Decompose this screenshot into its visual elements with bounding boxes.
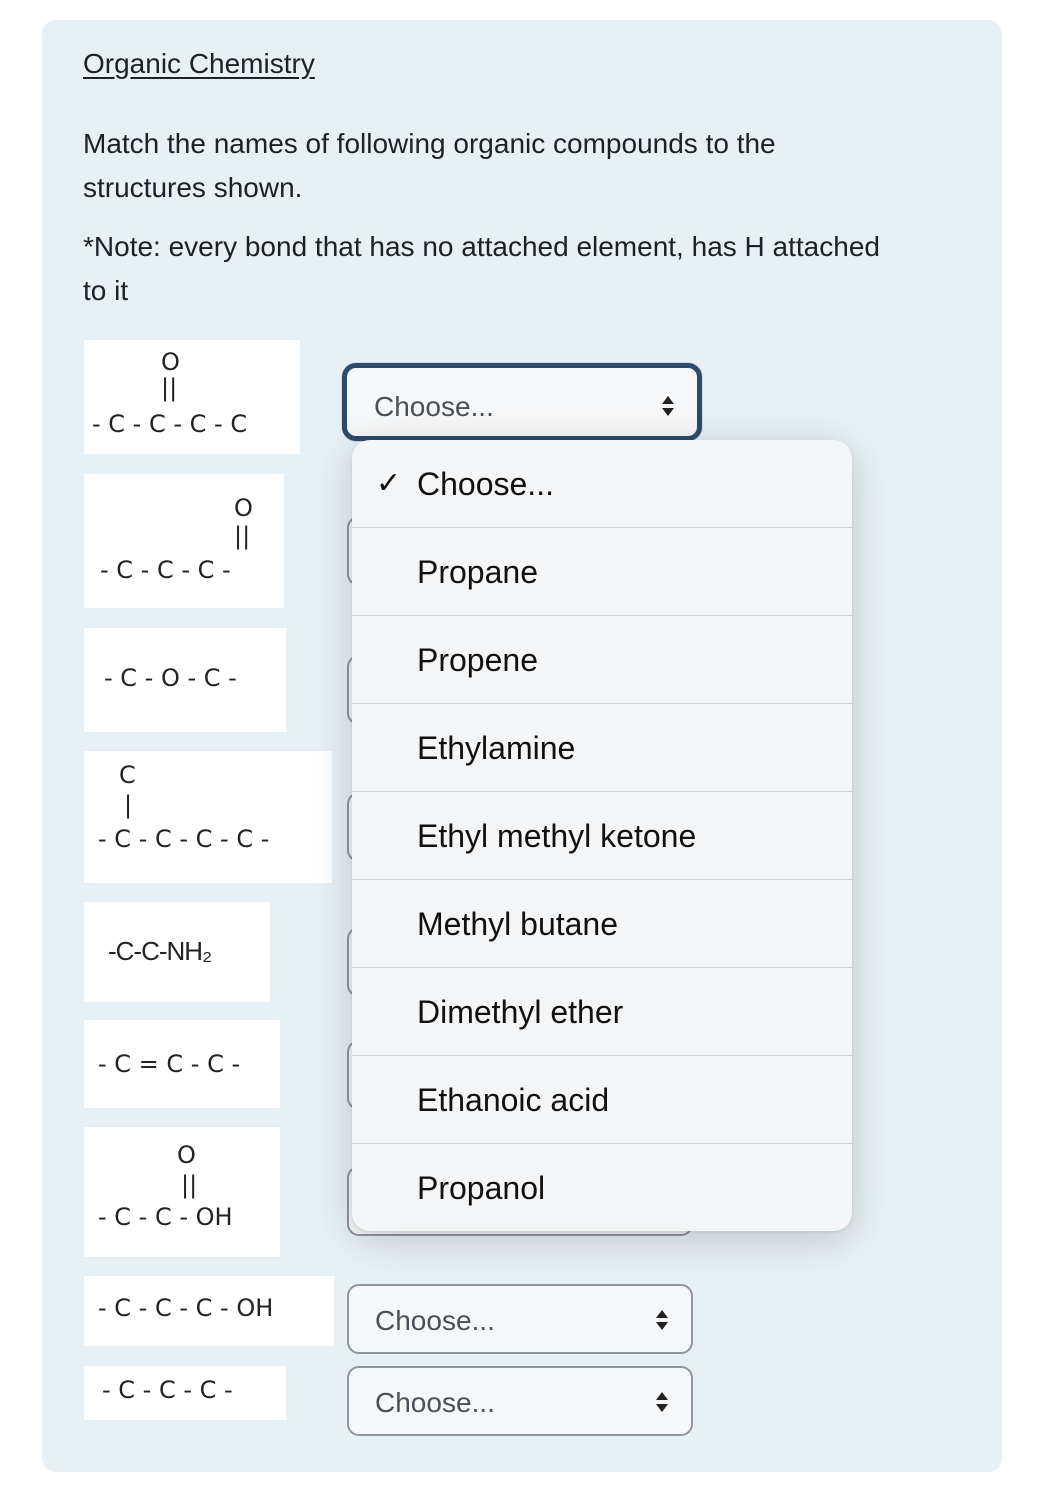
structure-image-ethylamine (84, 902, 270, 1002)
structure-image-ether (84, 628, 286, 732)
option-propane[interactable] (352, 528, 852, 616)
option-label: Ethylamine (417, 730, 576, 766)
select-arrows-icon (661, 394, 675, 418)
select-value: Choose... (375, 1305, 495, 1336)
structure-top-atom: O (234, 494, 253, 522)
structure-top-atom: O (161, 348, 180, 376)
question-note-line-1: *Note: every bond that has no attached element, has H attached (83, 231, 880, 262)
structure-bond: | (124, 791, 133, 819)
structure-bond: || (234, 522, 251, 550)
option-choose[interactable] (352, 440, 852, 528)
select-arrows-icon (655, 1390, 669, 1414)
select-arrows-icon (655, 1308, 669, 1332)
option-ethyl-methyl-ketone[interactable] (352, 792, 852, 880)
select-value: Choose... (375, 1387, 495, 1418)
structure-image-propanal (84, 474, 284, 608)
structure-chain: - C = C - C - (98, 1050, 241, 1078)
option-label: Methyl butane (417, 906, 619, 942)
answer-select-1[interactable] (342, 363, 702, 441)
option-ethylamine[interactable] (352, 704, 852, 792)
structure-chain: - C - C - OH (98, 1203, 233, 1231)
structure-bond: || (161, 374, 178, 402)
question-text-line-1: Match the names of following organic compounds to the (83, 128, 776, 159)
option-label: Ethanoic acid (417, 1082, 610, 1118)
structure-image-propene (84, 1020, 280, 1108)
structure-chain: - C - C - C - (102, 1376, 233, 1404)
option-propene[interactable] (352, 616, 852, 704)
option-label: Ethyl methyl ketone (417, 818, 697, 854)
structure-chain: - C - C - C - OH (98, 1294, 274, 1322)
option-propanol[interactable] (352, 1144, 852, 1232)
select-dropdown-list (352, 440, 852, 1231)
structure-image-butanone (84, 340, 300, 454)
option-label: Propanol (417, 1170, 546, 1206)
structure-image-propane (84, 1366, 286, 1420)
structure-chain: - C - C - C - C - (98, 825, 270, 853)
structure-chain: - C - C - C - C (92, 410, 248, 438)
structure-top-atom: C (119, 761, 136, 789)
option-label: Propane (417, 554, 538, 590)
structure-image-methylbutane (84, 751, 332, 883)
structure-chain: - C - C - C - (100, 556, 231, 584)
checkmark-icon: ✓ (376, 467, 402, 500)
option-methyl-butane[interactable] (352, 880, 852, 968)
structure-top-atom: O (177, 1141, 196, 1169)
structure-chain: - C - O - C - (104, 664, 237, 692)
question-text-line-2: structures shown. (83, 172, 303, 203)
question-text (83, 122, 963, 210)
question-note (83, 225, 963, 313)
answer-select-8[interactable] (347, 1284, 693, 1354)
structure-image-ethanoic-acid (84, 1127, 280, 1257)
structure-bond: || (181, 1171, 198, 1199)
answer-select-9[interactable] (347, 1366, 693, 1436)
question-title[interactable]: Organic Chemistry (83, 48, 315, 79)
option-label: Dimethyl ether (417, 994, 624, 1030)
option-label: Choose... (417, 466, 554, 502)
option-ethanoic-acid[interactable] (352, 1056, 852, 1144)
option-dimethyl-ether[interactable] (352, 968, 852, 1056)
question-note-line-2: to it (83, 275, 129, 306)
structure-chain: -C-C-NH₂ (108, 936, 212, 966)
select-value: Choose... (374, 391, 494, 422)
option-label: Propene (417, 642, 538, 678)
structure-image-propanol (84, 1276, 334, 1346)
